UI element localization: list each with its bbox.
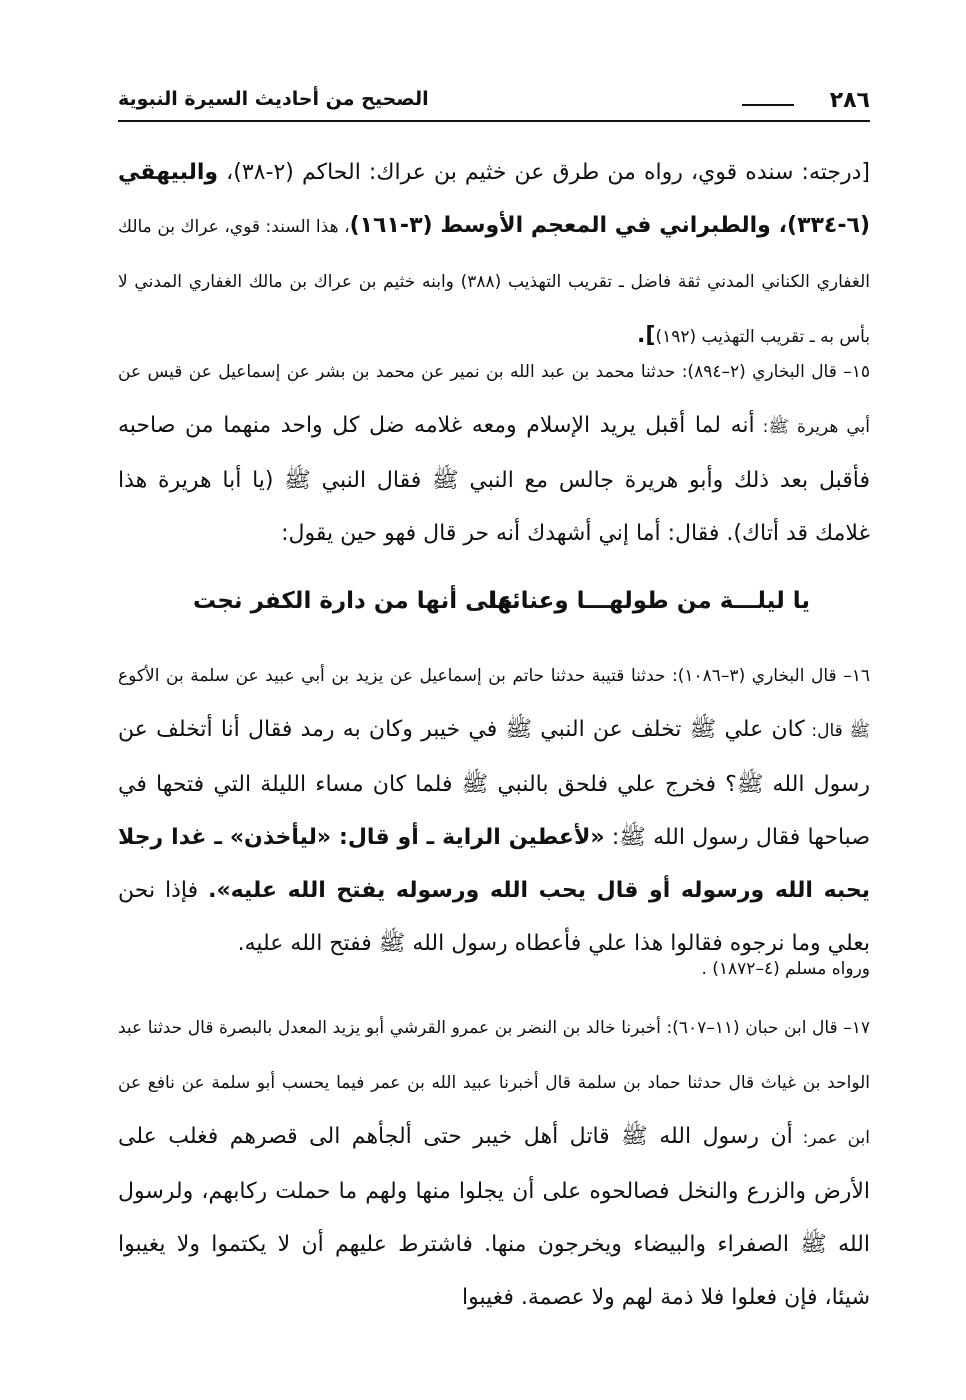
hadith-16-isnad: ١٦– قال البخاري (٣–١٠٨٦): حدثنا قتيبة حدثنا حاتم بن إسماعيل عن يزيد بن أبي عبيد عن سلمة بن الأكوع ﷺ قال: bbox=[118, 666, 871, 741]
header-rule bbox=[118, 120, 870, 122]
page-number: ٢٨٦ bbox=[829, 88, 870, 113]
hadith-17 bbox=[118, 1000, 870, 1324]
verse-second-hemistich: على أنها من دارة الكفر نجت bbox=[193, 588, 514, 614]
hadith-17-matn: أن رسول الله ﷺ قاتل أهل خيبر حتى ألجأهم الى قصرهم فغلب على الأرض والزرع والنخل فصالحوه على أن يجلوا منها ولهم ما حملت ركابهم، ولرسول الله ﷺ الصفراء والبيضاء ويخرجون منها. فاشترط عليهم أن لا يكتموا ولا يغيبوا شيئا، فإن فعلوا فلا ذمة لهم ولا عصمة. فغيبوا bbox=[118, 1124, 870, 1310]
hadith-16 bbox=[118, 648, 870, 970]
grading-sources: والبيهقي (٦-٣٣٤)، والطبراني في المعجم الأوسط (٣-١٦١) bbox=[118, 160, 870, 238]
hadith-17-isnad: ١٧– قال ابن حبان (١١–٦٠٧): أخبرنا خالد بن النضر بن عمرو القرشي أبو يزيد المعدل بالبصرة قال حدثنا عبد الواحد بن غياث قال حدثنا حماد بن سلمة قال أخبرنا عبيد الله بن عمر فيما يحسب أبو سلمة عن نافع عن ابن عمر: bbox=[118, 1018, 871, 1148]
hadith-15-isnad: ١٥– قال البخاري (٢–٨٩٤): حدثنا محمد بن عبد الله بن نمير عن محمد بن بشر عن إسماعيل عن قيس عن أبي هريرة ﷺ: bbox=[118, 362, 871, 437]
hadith-15-matn: أنه لما أقبل يريد الإسلام ومعه غلامه ضل كل واحد منهما من صاحبه فأقبل بعد ذلك وأبو هريرة جالس مع النبي ﷺ فقال النبي ﷺ (يا أبا هريرة هذا غلامك قد أتاك). فقال: أما إني أشهدك أنه حر قال فهو حين يقول: bbox=[118, 413, 870, 546]
grading-close: ]. bbox=[637, 323, 656, 348]
page-header bbox=[118, 86, 870, 122]
page-number-dash bbox=[742, 104, 794, 106]
grading-text-1: [درجته: سنده قوي، رواه من طرق عن خثيم بن عراك: الحاكم (٢-٣٨)، bbox=[218, 160, 870, 185]
grading-paragraph bbox=[118, 146, 870, 364]
muslim-reference: ورواه مسلم (٤–١٨٧٢) . bbox=[701, 959, 870, 979]
hadith-16-quote: «لأعطين الراية ـ أو قال: «ليأخذن» ـ غدا رجلا يحبه الله ورسوله أو قال يحب الله ورسوله يفتح الله عليه». bbox=[118, 825, 871, 903]
running-title: الصحيح من أحاديث السيرة النبوية bbox=[118, 88, 429, 110]
hadith-16-matn: كان علي ﷺ تخلف عن النبي ﷺ في خيبر وكان به رمد فقال أنا أتخلف عن رسول الله ﷺ؟ فخرج علي فلحق بالنبي ﷺ فلما كان مساء الليلة التي فتحها في صباحها فقال رسول الله ﷺ: bbox=[118, 717, 870, 850]
grading-text-2: ، هذا السند: قوي، عراك بن مالك الغفاري الكناني المدني ثقة فاضل ـ تقريب التهذيب (٣٨٨) وابنه خثيم بن عراك بن مالك الغفاري المدني لا بأس به ـ تقريب التهذيب (١٩٢) bbox=[118, 217, 870, 347]
poetry-verse bbox=[118, 588, 870, 632]
verse-first-hemistich: يا ليلـــة من طولهـــا وعنائها bbox=[488, 588, 810, 614]
hadith-16-matn-end: فإذا نحن بعلي وما نرجوه فقالوا هذا علي فأعطاه رسول الله ﷺ ففتح الله عليه. bbox=[118, 878, 870, 956]
hadith-15 bbox=[118, 344, 870, 560]
